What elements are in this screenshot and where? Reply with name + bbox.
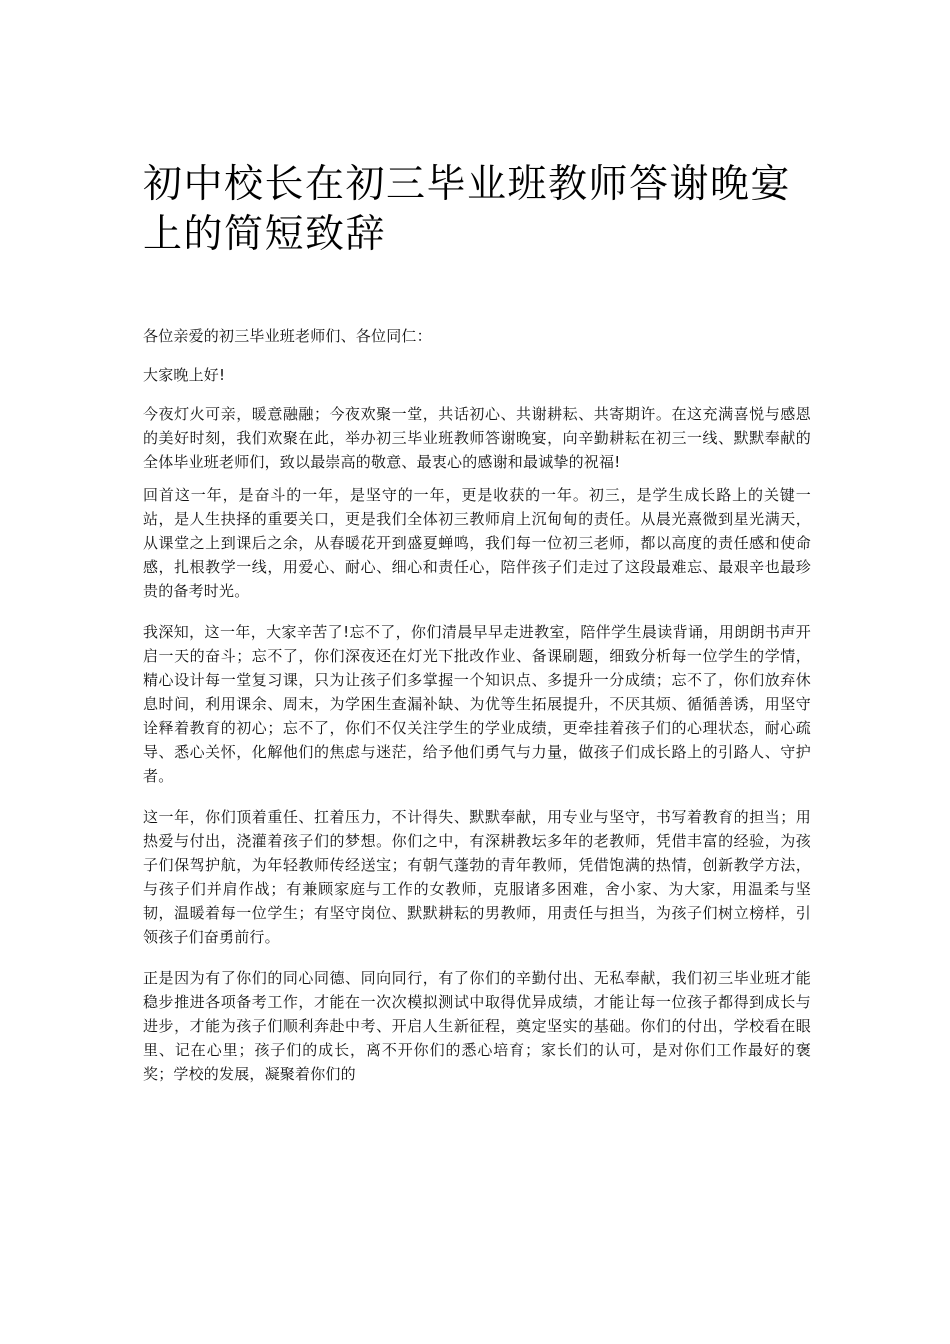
document-body xyxy=(143,324,811,1086)
greeting: 大家晚上好! xyxy=(143,366,226,384)
document-title: 初中校长在初三毕业班教师答谢晚宴上的简短致辞 xyxy=(143,162,792,257)
salutation: 各位亲爱的初三毕业班老师们、各位同仁： xyxy=(143,327,432,345)
paragraph: 这一年，你们顶着重任、扛着压力，不计得失、默默奉献，用专业与坚守，书写着教育的担当；用热爱与付出，浇灌着孩子们的梦想。你们之中，有深耕教坛多年的老教师，凭借丰富的经验，为孩子们保驾护航，为年轻教师传经送宝；有朝气蓬勃的青年教师，凭借饱满的热情，创新教学方法，与孩子们并肩作战；有兼顾家庭与工作的女教师，克服诸多困难，舍小家、为大家，用温柔与坚韧，温暖着每一位学生；有坚守岗位、默默耕耘的男教师，用责任与担当，为孩子们树立榜样，引领孩子们奋勇前行。 xyxy=(143,808,811,946)
document-page xyxy=(143,160,811,1095)
paragraph: 我深知，这一年，大家辛苦了!忘不了，你们清晨早早走进教室，陪伴学生晨读背诵，用朗朗书声开启一天的奋斗；忘不了，你们深夜还在灯光下批改作业、备课刷题，细致分析每一位学生的学情，精心设计每一堂复习课，只为让孩子们多掌握一个知识点、多提升一分成绩；忘不了，你们放弃休息时间，利用课余、周末，为学困生查漏补缺、为优等生拓展提升，不厌其烦、循循善诱，用坚守诠释着教育的初心；忘不了，你们不仅关注学生的学业成绩，更牵挂着孩子们的心理状态，耐心疏导、悉心关怀，化解他们的焦虑与迷茫，给予他们勇气与力量，做孩子们成长路上的引路人、守护者。 xyxy=(143,623,811,785)
paragraph: 正是因为有了你们的同心同德、同向同行，有了你们的辛勤付出、无私奉献，我们初三毕业班才能稳步推进各项备考工作，才能在一次次模拟测试中取得优异成绩，才能让每一位孩子都得到成长与进步，才能为孩子们顺利奔赴中考、开启人生新征程，奠定坚实的基础。你们的付出，学校看在眼里、记在心里；孩子们的成长，离不开你们的悉心培育；家长们的认可，是对你们工作最好的褒奖；学校的发展，凝聚着你们的 xyxy=(143,969,811,1083)
paragraph: 今夜灯火可亲，暖意融融；今夜欢聚一堂，共话初心、共谢耕耘、共寄期许。在这充满喜悦与感恩的美好时刻，我们欢聚在此，举办初三毕业班教师答谢晚宴，向辛勤耕耘在初三一线、默默奉献的全体毕业班老师们，致以最崇高的敬意、最衷心的感谢和最诚挚的祝福! xyxy=(143,405,811,471)
paragraph: 回首这一年，是奋斗的一年，是坚守的一年，更是收获的一年。初三，是学生成长路上的关键一站，是人生抉择的重要关口，更是我们全体初三教师肩上沉甸甸的责任。从晨光熹微到星光满天，从课堂之上到课后之余，从春暖花开到盛夏蝉鸣，我们每一位初三老师，都以高度的责任感和使命感，扎根教学一线，用爱心、耐心、细心和责任心，陪伴孩子们走过了这段最难忘、最艰辛也最珍贵的备考时光。 xyxy=(143,486,811,600)
